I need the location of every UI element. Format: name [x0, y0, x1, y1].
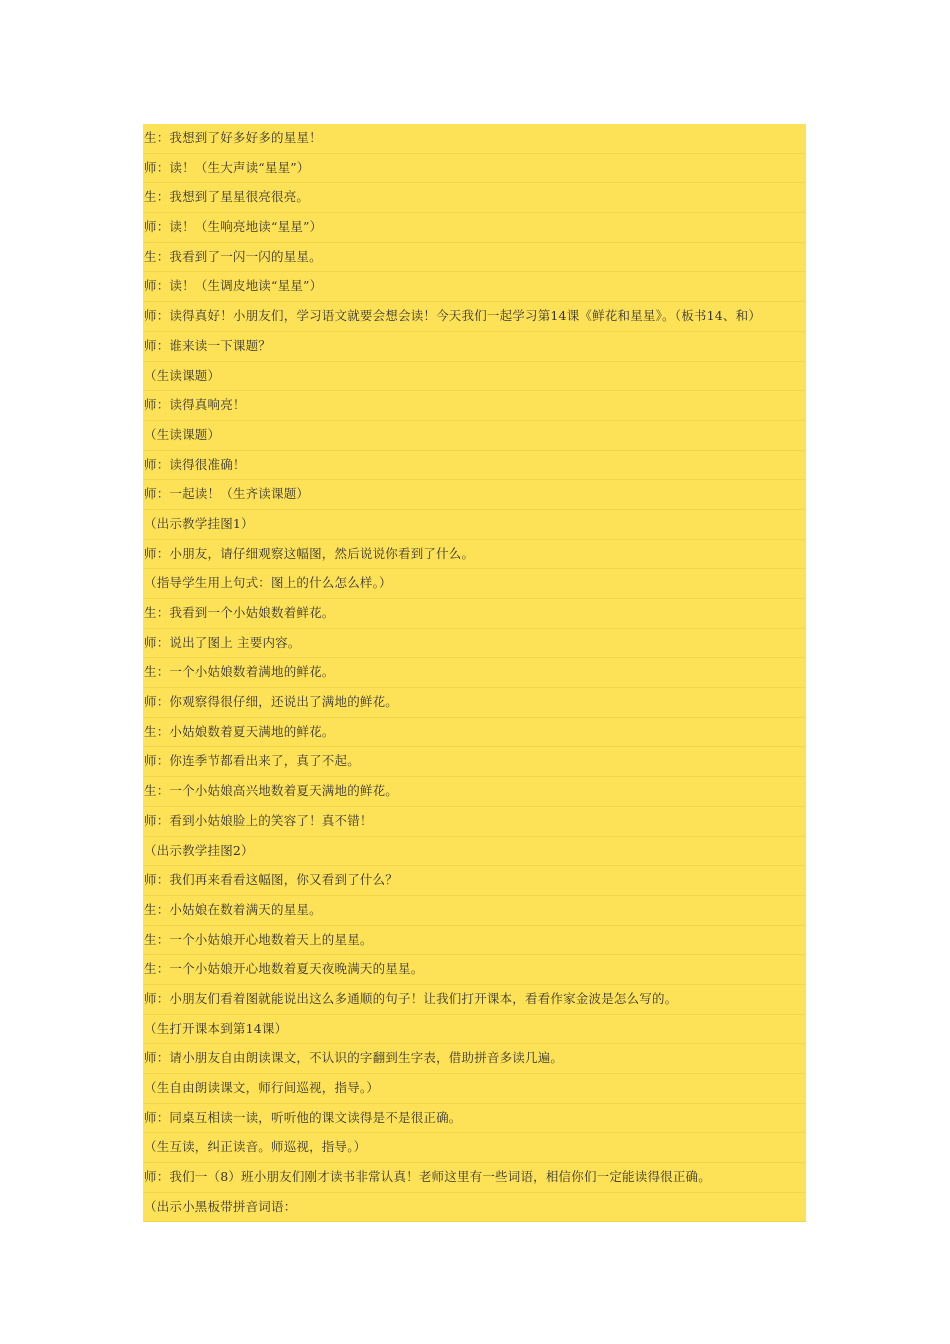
transcript-line: （出示小黑板带拼音词语： — [143, 1193, 806, 1223]
transcript-line: 生：一个小姑娘数着满地的鲜花。 — [143, 658, 806, 688]
transcript-line: 生：我看到一个小姑娘数着鲜花。 — [143, 599, 806, 629]
transcript-line: 师：小朋友们看着图就能说出这么多通顺的句子！让我们打开课本，看看作家金波是怎么写的。 — [143, 985, 806, 1015]
transcript-line: （出示教学挂图1） — [143, 510, 806, 540]
transcript-line: 师：谁来读一下课题？ — [143, 332, 806, 362]
transcript-line: （生读课题） — [143, 362, 806, 392]
transcript-line: 师：说出了图上 主要内容。 — [143, 629, 806, 659]
transcript-line: 生：一个小姑娘开心地数着夏天夜晚满天的星星。 — [143, 955, 806, 985]
transcript-line: 师：读得真响亮！ — [143, 391, 806, 421]
transcript-line: 师：读得很准确！ — [143, 451, 806, 481]
transcript-line: 生：我想到了星星很亮很亮。 — [143, 183, 806, 213]
transcript-line: 师：小朋友，请仔细观察这幅图，然后说说你看到了什么。 — [143, 540, 806, 570]
transcript-line: 生：一个小姑娘高兴地数着夏天满地的鲜花。 — [143, 777, 806, 807]
transcript-line: 师：请小朋友自由朗读课文，不认识的字翻到生字表，借助拼音多读几遍。 — [143, 1044, 806, 1074]
transcript-line: 师：同桌互相读一读，听听他的课文读得是不是很正确。 — [143, 1104, 806, 1134]
transcript-line: （生自由朗读课文，师行间巡视，指导。） — [143, 1074, 806, 1104]
transcript-line: 生：一个小姑娘开心地数着天上的星星。 — [143, 926, 806, 956]
transcript-line: 师：一起读！（生齐读课题） — [143, 480, 806, 510]
transcript-line: 生：我想到了好多好多的星星！ — [143, 124, 806, 154]
transcript-line: 师：你观察得很仔细，还说出了满地的鲜花。 — [143, 688, 806, 718]
transcript-line: 师：看到小姑娘脸上的笑容了！真不错！ — [143, 807, 806, 837]
transcript-line: （出示教学挂图2） — [143, 837, 806, 867]
transcript-line: （生读课题） — [143, 421, 806, 451]
transcript-line: 生：小姑娘数着夏天满地的鲜花。 — [143, 718, 806, 748]
transcript-line: 师：我们一（8）班小朋友们刚才读书非常认真！老师这里有一些词语，相信你们一定能读得很正确。 — [143, 1163, 806, 1193]
transcript-line: 师：你连季节都看出来了，真了不起。 — [143, 747, 806, 777]
transcript-line: （生打开课本到第14课） — [143, 1015, 806, 1045]
transcript-line: 师：读！（生响亮地读“星星”） — [143, 213, 806, 243]
transcript-line: 生：我看到了一闪一闪的星星。 — [143, 243, 806, 273]
transcript-line: （生互读，纠正读音。师巡视，指导。） — [143, 1133, 806, 1163]
transcript-block — [143, 124, 806, 1222]
transcript-line: （指导学生用上句式：图上的什么怎么样。） — [143, 569, 806, 599]
transcript-line: 师：读！（生调皮地读“星星”） — [143, 272, 806, 302]
transcript-line: 师：读得真好！小朋友们，学习语文就要会想会读！今天我们一起学习第14课《鲜花和星星》。（板书14、和） — [143, 302, 806, 332]
transcript-line: 师：我们再来看看这幅图，你又看到了什么？ — [143, 866, 806, 896]
transcript-line: 生：小姑娘在数着满天的星星。 — [143, 896, 806, 926]
transcript-line: 师：读！（生大声读“星星”） — [143, 154, 806, 184]
